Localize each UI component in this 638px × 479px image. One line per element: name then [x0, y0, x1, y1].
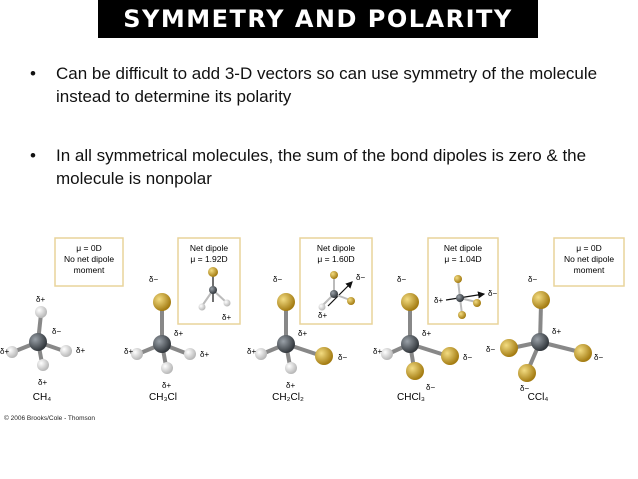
- charge-label: δ−: [338, 353, 348, 362]
- box-line: Net dipole: [443, 243, 483, 253]
- carbon-atom: [153, 335, 171, 353]
- charge-label: δ−: [463, 353, 473, 362]
- charge-label: δ−: [520, 384, 530, 393]
- charge-label: δ+: [174, 329, 184, 338]
- chlorine-atom: [315, 347, 333, 365]
- charge-label: δ−: [486, 345, 496, 354]
- charge-label: δ+: [298, 329, 308, 338]
- chlorine-atom: [153, 293, 171, 311]
- molecule-chcl3: [373, 238, 498, 403]
- charge-label: δ+: [422, 329, 432, 338]
- box-line: Net dipole: [189, 243, 229, 253]
- charge-label: δ+: [200, 350, 210, 359]
- carbon-atom: [277, 335, 295, 353]
- chlorine-atom: [406, 362, 424, 380]
- charge-label: δ−: [594, 353, 604, 362]
- hydrogen-atom: [60, 345, 72, 357]
- bullet-dot-icon: •: [30, 146, 36, 165]
- charge-label: δ−: [149, 275, 159, 284]
- chlorine-atom: [532, 291, 550, 309]
- molecule-ch3cl: [124, 238, 240, 403]
- molecule-formula: CH₃Cl: [149, 392, 177, 403]
- charge-label: δ−: [528, 275, 538, 284]
- charge-label: δ−: [356, 273, 366, 282]
- box-line: μ = 1.92D: [190, 254, 228, 264]
- slide-title: SYMMETRY AND POLARITY: [98, 0, 538, 38]
- copyright-notice: © 2006 Brooks/Cole - Thomson: [4, 415, 96, 422]
- molecule-polarity-figure: [0, 230, 638, 430]
- hydrogen-atom: [285, 362, 297, 374]
- carbon-atom: [401, 335, 419, 353]
- chlorine-atom: [500, 339, 518, 357]
- charge-label: δ−: [426, 383, 436, 392]
- bullet-item: [30, 62, 630, 108]
- charge-label: δ+: [552, 327, 562, 336]
- charge-label: δ−: [488, 289, 498, 298]
- chlorine-atom: [518, 364, 536, 382]
- charge-label: δ−: [273, 275, 283, 284]
- carbon-atom: [29, 333, 47, 351]
- charge-label: δ−: [52, 327, 62, 336]
- bullet-text: In all symmetrical molecules, the sum of the bond dipoles is zero & the molecule is nonpolar: [56, 146, 587, 188]
- box-line: μ = 1.60D: [317, 254, 355, 264]
- box-line: moment: [573, 265, 605, 275]
- box-line: μ = 1.04D: [444, 254, 482, 264]
- molecule-formula: CH₄: [32, 392, 52, 403]
- charge-label: δ+: [222, 313, 232, 322]
- box-line: Net dipole: [316, 243, 356, 253]
- bullet-list: [30, 62, 630, 226]
- hydrogen-atom: [161, 362, 173, 374]
- chlorine-atom: [401, 293, 419, 311]
- bullet-item: [30, 144, 630, 190]
- molecule-formula: CCl₄: [527, 392, 549, 403]
- box-line: μ = 0D: [576, 243, 602, 253]
- charge-label: δ+: [76, 346, 86, 355]
- box-line: μ = 0D: [76, 243, 102, 253]
- hydrogen-atom: [255, 348, 267, 360]
- hydrogen-atom: [37, 359, 49, 371]
- box-line: No net dipole: [63, 254, 115, 264]
- charge-label: δ+: [286, 381, 296, 390]
- chlorine-atom: [441, 347, 459, 365]
- charge-label: δ+: [434, 296, 444, 305]
- molecule-ch4: [0, 238, 123, 403]
- molecule-ch2cl2: [247, 238, 372, 403]
- bullet-dot-icon: •: [30, 64, 36, 83]
- chlorine-atom: [574, 344, 592, 362]
- box-line: moment: [73, 265, 105, 275]
- molecule-ccl4: [486, 238, 624, 403]
- charge-label: δ+: [36, 295, 46, 304]
- molecule-formula: CH₂Cl₂: [272, 392, 304, 403]
- charge-label: δ−: [397, 275, 407, 284]
- charge-label: δ+: [247, 347, 257, 356]
- hydrogen-atom: [184, 348, 196, 360]
- charge-label: δ+: [124, 347, 134, 356]
- box-line: No net dipole: [563, 254, 615, 264]
- chlorine-atom: [277, 293, 295, 311]
- carbon-atom: [531, 333, 549, 351]
- hydrogen-atom: [35, 306, 47, 318]
- bullet-text: Can be difficult to add 3-D vectors so can use symmetry of the molecule instead to determine its polarity: [56, 64, 598, 106]
- charge-label: δ+: [0, 347, 10, 356]
- charge-label: δ+: [162, 381, 172, 390]
- charge-label: δ+: [373, 347, 383, 356]
- charge-label: δ+: [318, 311, 328, 320]
- molecule-formula: CHCl₃: [397, 392, 425, 403]
- hydrogen-atom: [381, 348, 393, 360]
- charge-label: δ+: [38, 378, 48, 387]
